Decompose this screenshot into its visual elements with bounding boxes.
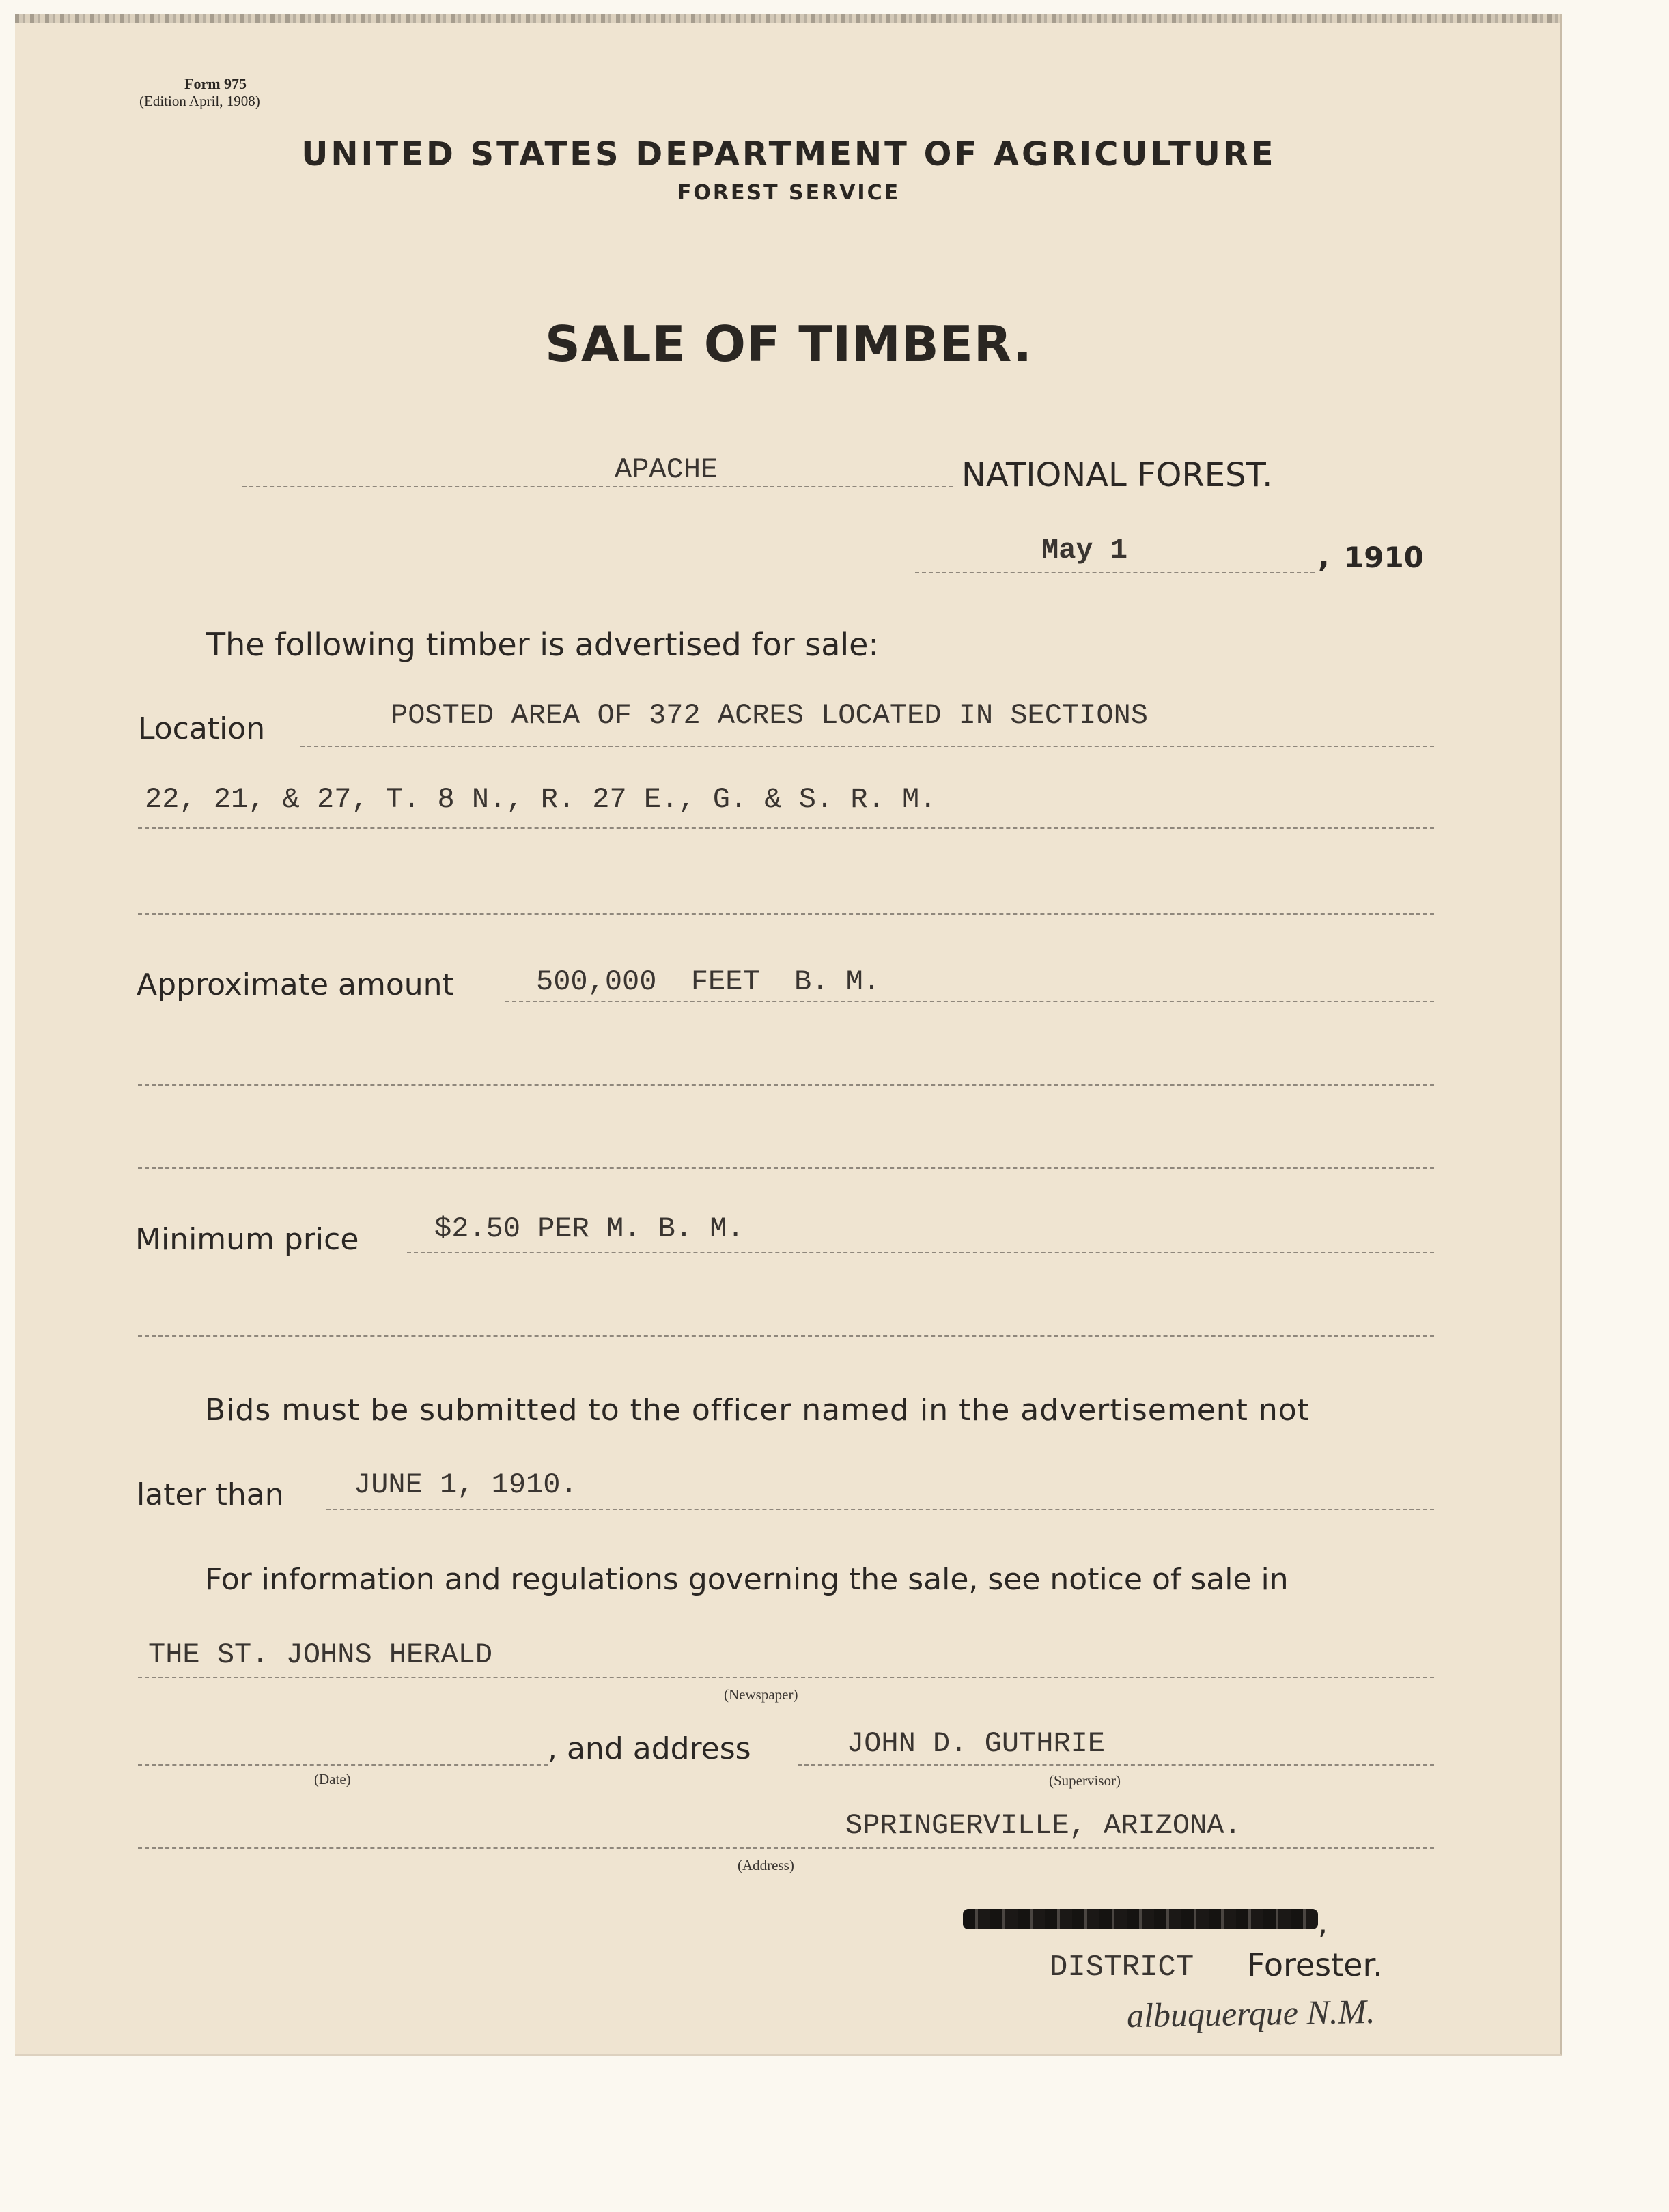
amount-label: Approximate amount (137, 967, 454, 1002)
newspaper-name: THE ST. JOHNS HERALD (148, 1639, 493, 1671)
price-line-2 (138, 1335, 1434, 1337)
price-line (407, 1252, 1434, 1253)
location-line-1 (300, 746, 1434, 747)
publication-date-line (138, 1764, 548, 1766)
location-line-3 (138, 913, 1434, 915)
department-heading: UNITED STATES DEPARTMENT OF AGRICULTURE (301, 135, 1276, 173)
form-number: Form 975 (184, 75, 247, 92)
and-address-label: , and address (548, 1731, 751, 1766)
redacted-signature-name (963, 1909, 1318, 1929)
minimum-price-label: Minimum price (135, 1222, 359, 1257)
amount-line-3 (138, 1167, 1434, 1169)
form-edition: (Edition April, 1908) (139, 93, 260, 109)
date-line (915, 572, 1315, 573)
handwritten-location: albuquerque N.M. (1126, 1991, 1375, 2035)
date-value: May 1 (1041, 534, 1128, 567)
supervisor-line (798, 1764, 1434, 1766)
later-than-label: later than (137, 1477, 284, 1512)
service-heading: FOREST SERVICE (677, 181, 901, 205)
location-label: Location (138, 711, 266, 746)
district-label: DISTRICT (1050, 1951, 1194, 1985)
amount-line-2 (138, 1084, 1434, 1086)
forester-label: Forester. (1247, 1946, 1383, 1983)
supervisor-caption: (Supervisor) (1049, 1772, 1121, 1789)
bid-deadline: JUNE 1, 1910. (354, 1469, 578, 1501)
date-year: 1910 (1344, 541, 1424, 574)
location-line-2 (138, 827, 1434, 829)
national-forest-label: NATIONAL FOREST. (962, 456, 1273, 494)
date-caption: (Date) (314, 1771, 351, 1787)
forest-name-line (242, 486, 953, 487)
supervisor-name: JOHN D. GUTHRIE (847, 1727, 1106, 1760)
location-line-1-text: POSTED AREA OF 372 ACRES LOCATED IN SECTIONS (391, 699, 1148, 732)
scanned-top-edge (15, 14, 1560, 23)
bids-text: Bids must be submitted to the officer named in the advertisement not (205, 1393, 1310, 1428)
location-line-2-text: 22, 21, & 27, T. 8 N., R. 27 E., G. & S. R. M. (145, 783, 937, 816)
information-text: For information and regulations governing the sale, see notice of sale in (205, 1562, 1289, 1597)
forest-name: APACHE (615, 453, 718, 486)
address-caption: (Address) (738, 1857, 794, 1873)
form-title: SALE OF TIMBER. (545, 315, 1033, 373)
address-line (138, 1847, 1434, 1849)
deadline-line (326, 1509, 1434, 1510)
intro-text: The following timber is advertised for sale: (206, 626, 879, 663)
amount-line (505, 1001, 1434, 1002)
amount-value: 500,000 FEET B. M. (536, 965, 881, 998)
date-comma: , (1318, 539, 1330, 574)
newspaper-line (138, 1677, 1434, 1678)
supervisor-address: SPRINGERVILLE, ARIZONA. (845, 1809, 1242, 1842)
newspaper-caption: (Newspaper) (724, 1686, 798, 1703)
signature-comma: , (1318, 1906, 1328, 1941)
minimum-price-value: $2.50 PER M. B. M. (434, 1213, 744, 1245)
